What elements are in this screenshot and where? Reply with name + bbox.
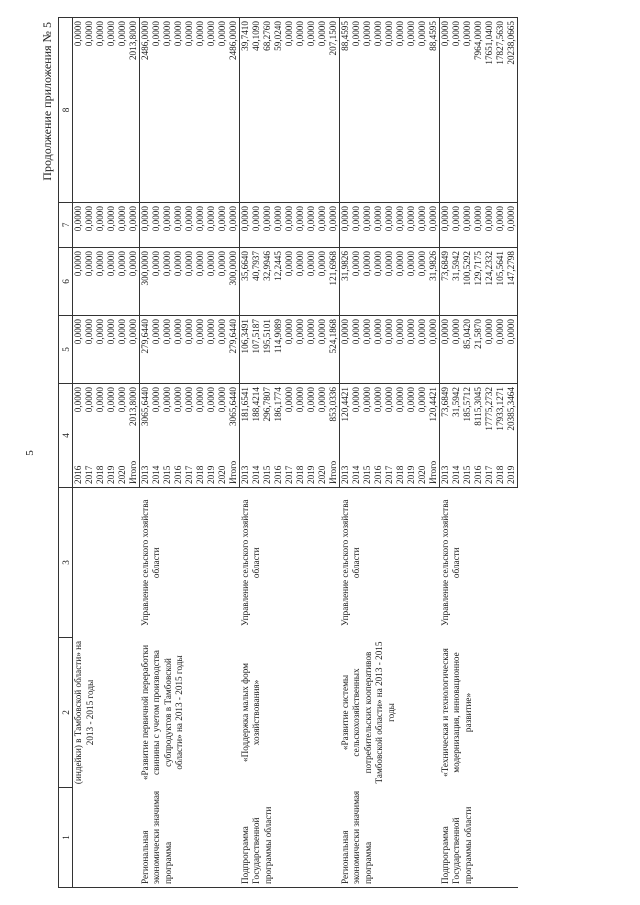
- value-cell-v4: 0,0000: [373, 384, 384, 452]
- value-cell-v5: 0,0000: [84, 316, 95, 384]
- header-col-8: 8: [59, 18, 73, 203]
- page-number: 5: [24, 450, 36, 456]
- value-cell-v6: 0,0000: [117, 248, 128, 316]
- year-cell: 2016: [273, 452, 284, 488]
- header-col-3: 3: [59, 488, 73, 638]
- value-cell-v6: 0,0000: [95, 248, 106, 316]
- table-row: [340, 18, 352, 888]
- value-cell-v4: 186,1774: [273, 384, 284, 452]
- value-cell-v5: 0,0000: [428, 316, 440, 384]
- value-cell-v7: 0,0000: [340, 203, 352, 248]
- value-cell-v8: 0,0000: [195, 18, 206, 203]
- value-cell-v4: 0,0000: [217, 384, 228, 452]
- value-cell-v4: 188,4214: [251, 384, 262, 452]
- program-name-cell: «Развитие системы сельскохозяйственных потребительских кооперативов Тамбовской области» на 2013 - 2015 годы: [339, 641, 396, 784]
- value-cell-v6: 129,7175: [473, 248, 484, 316]
- header-col-6: 6: [59, 248, 73, 316]
- value-cell-v6: 40,7937: [251, 248, 262, 316]
- year-cell: Итого: [228, 452, 240, 488]
- year-cell: 2017: [84, 452, 95, 488]
- value-cell-v7: 0,0000: [84, 203, 95, 248]
- value-cell-v8: 0,0000: [95, 18, 106, 203]
- year-cell: 2019: [306, 452, 317, 488]
- value-cell-v4: 3065,6440: [140, 384, 152, 452]
- program-name-cell: (индейки) в Тамбовской области» на 2013 - 2015 годы: [73, 640, 95, 785]
- value-cell-v4: 0,0000: [395, 384, 406, 452]
- year-cell: 2013: [240, 452, 252, 488]
- value-cell-v8: 0,0000: [184, 18, 195, 203]
- value-cell-v8: 0,0000: [406, 18, 417, 203]
- value-cell-v6: 0,0000: [173, 248, 184, 316]
- value-cell-v4: 0,0000: [406, 384, 417, 452]
- value-cell-v6: 0,0000: [184, 248, 195, 316]
- value-cell-v6: 0,0000: [306, 248, 317, 316]
- value-cell-v4: 0,0000: [84, 384, 95, 452]
- value-cell-v6: 105,5641: [495, 248, 506, 316]
- value-cell-v6: 0,0000: [106, 248, 117, 316]
- value-cell-v6: 0,0000: [284, 248, 295, 316]
- value-cell-v6: 100,5292: [462, 248, 473, 316]
- value-cell-v4: 0,0000: [73, 384, 85, 452]
- value-cell-v4: 31,5942: [451, 384, 462, 452]
- value-cell-v6: 31,9826: [428, 248, 440, 316]
- value-cell-v7: 0,0000: [128, 203, 140, 248]
- value-cell-v8: 0,0000: [306, 18, 317, 203]
- year-cell: 2016: [473, 452, 484, 488]
- value-cell-v8: 20238,0665: [506, 18, 518, 203]
- value-cell-v7: 0,0000: [240, 203, 252, 248]
- value-cell-v8: 0,0000: [73, 18, 85, 203]
- value-cell-v4: 0,0000: [295, 384, 306, 452]
- value-cell-v6: 31,5942: [451, 248, 462, 316]
- header-col-1: 1: [59, 788, 73, 888]
- value-cell-v6: 0,0000: [351, 248, 362, 316]
- year-cell: 2013: [340, 452, 352, 488]
- value-cell-v8: 0,0000: [417, 18, 428, 203]
- value-cell-v7: 0,0000: [95, 203, 106, 248]
- year-cell: 2017: [284, 452, 295, 488]
- value-cell-v8: 0,0000: [351, 18, 362, 203]
- value-cell-v5: 524,1868: [328, 316, 340, 384]
- table-row: [440, 18, 452, 888]
- value-cell-v7: 0,0000: [428, 203, 440, 248]
- value-cell-v8: 0,0000: [462, 18, 473, 203]
- value-cell-v4: 0,0000: [362, 384, 373, 452]
- value-cell-v4: 120,4421: [340, 384, 352, 452]
- table-row: [140, 18, 152, 888]
- year-cell: 2019: [406, 452, 417, 488]
- value-cell-v7: 0,0000: [184, 203, 195, 248]
- value-cell-v7: 0,0000: [206, 203, 217, 248]
- value-cell-v6: 0,0000: [128, 248, 140, 316]
- year-cell: 2015: [162, 452, 173, 488]
- year-cell: 2016: [373, 452, 384, 488]
- value-cell-v7: 0,0000: [295, 203, 306, 248]
- value-cell-v7: 0,0000: [440, 203, 452, 248]
- value-cell-v8: 17651,0400: [484, 18, 495, 203]
- value-cell-v4: 17775,2732: [484, 384, 495, 452]
- value-cell-v7: 0,0000: [251, 203, 262, 248]
- value-cell-v5: 0,0000: [417, 316, 428, 384]
- value-cell-v6: 0,0000: [73, 248, 85, 316]
- header-col-5: 5: [59, 316, 73, 384]
- year-cell: 2020: [217, 452, 228, 488]
- year-cell: 2018: [195, 452, 206, 488]
- value-cell-v6: 300,0000: [140, 248, 152, 316]
- year-cell: 2019: [106, 452, 117, 488]
- value-cell-v7: 0,0000: [462, 203, 473, 248]
- value-cell-v6: 32,9946: [262, 248, 273, 316]
- appendix-title: Продолжение приложения № 5: [40, 22, 54, 181]
- year-cell: 2020: [417, 452, 428, 488]
- value-cell-v4: 181,6541: [240, 384, 252, 452]
- header-col-4: 4: [59, 384, 73, 488]
- program-name-cell: «Техническая и технологическая модернизация, инновационное развитие»: [439, 648, 473, 777]
- value-cell-v4: 73,6849: [440, 384, 452, 452]
- value-cell-v5: 0,0000: [106, 316, 117, 384]
- value-cell-v5: 0,0000: [128, 316, 140, 384]
- value-cell-v7: 0,0000: [273, 203, 284, 248]
- value-cell-v4: 0,0000: [306, 384, 317, 452]
- value-cell-v8: 0,0000: [162, 18, 173, 203]
- value-cell-v5: 0,0000: [340, 316, 352, 384]
- value-cell-v6: 0,0000: [84, 248, 95, 316]
- value-cell-v7: 0,0000: [495, 203, 506, 248]
- value-cell-v7: 0,0000: [484, 203, 495, 248]
- value-cell-v5: 0,0000: [495, 316, 506, 384]
- value-cell-v7: 0,0000: [362, 203, 373, 248]
- value-cell-v4: 17933,1271: [495, 384, 506, 452]
- value-cell-v4: 3065,6440: [228, 384, 240, 452]
- table-row: [73, 18, 85, 888]
- value-cell-v5: 0,0000: [395, 316, 406, 384]
- value-cell-v6: 147,2798: [506, 248, 518, 316]
- value-cell-v7: 0,0000: [140, 203, 152, 248]
- year-cell: 2018: [295, 452, 306, 488]
- value-cell-v7: 0,0000: [317, 203, 328, 248]
- program-type-cell: [73, 788, 140, 888]
- value-cell-v4: 0,0000: [206, 384, 217, 452]
- value-cell-v8: 59,0240: [273, 18, 284, 203]
- value-cell-v5: 0,0000: [173, 316, 184, 384]
- value-cell-v4: 185,5712: [462, 384, 473, 452]
- value-cell-v4: 0,0000: [106, 384, 117, 452]
- value-cell-v8: 39,7410: [240, 18, 252, 203]
- value-cell-v4: 8115,3045: [473, 384, 484, 452]
- value-cell-v5: 0,0000: [184, 316, 195, 384]
- value-cell-v4: 0,0000: [162, 384, 173, 452]
- value-cell-v4: 0,0000: [117, 384, 128, 452]
- value-cell-v5: 279,6440: [140, 316, 152, 384]
- year-cell: 2015: [362, 452, 373, 488]
- table-body: [73, 18, 518, 888]
- value-cell-v7: 0,0000: [373, 203, 384, 248]
- value-cell-v8: 0,0000: [295, 18, 306, 203]
- value-cell-v6: 73,6849: [440, 248, 452, 316]
- value-cell-v5: 0,0000: [117, 316, 128, 384]
- year-cell: 2014: [351, 452, 362, 488]
- value-cell-v8: 88,4595: [428, 18, 440, 203]
- value-cell-v8: 0,0000: [117, 18, 128, 203]
- value-cell-v8: 0,0000: [451, 18, 462, 203]
- year-cell: Итого: [428, 452, 440, 488]
- value-cell-v6: 0,0000: [406, 248, 417, 316]
- value-cell-v4: 0,0000: [317, 384, 328, 452]
- value-cell-v5: 279,6440: [228, 316, 240, 384]
- value-cell-v5: 0,0000: [406, 316, 417, 384]
- value-cell-v7: 0,0000: [506, 203, 518, 248]
- value-cell-v4: 120,4421: [428, 384, 440, 452]
- value-cell-v4: 0,0000: [417, 384, 428, 452]
- value-cell-v5: 0,0000: [384, 316, 395, 384]
- value-cell-v5: 0,0000: [484, 316, 495, 384]
- value-cell-v8: 7964,0000: [473, 18, 484, 203]
- value-cell-v5: 106,3491: [240, 316, 252, 384]
- value-cell-v5: 0,0000: [73, 316, 85, 384]
- year-cell: 2013: [140, 452, 152, 488]
- value-cell-v6: 300,0000: [228, 248, 240, 316]
- value-cell-v5: 85,0420: [462, 316, 473, 384]
- year-cell: 2015: [462, 452, 473, 488]
- value-cell-v7: 0,0000: [384, 203, 395, 248]
- value-cell-v8: 0,0000: [395, 18, 406, 203]
- responsible-cell: Управление сельского хозяйства области: [139, 499, 161, 627]
- value-cell-v7: 0,0000: [406, 203, 417, 248]
- value-cell-v7: 0,0000: [473, 203, 484, 248]
- value-cell-v7: 0,0000: [151, 203, 162, 248]
- value-cell-v5: 0,0000: [317, 316, 328, 384]
- year-cell: 2020: [317, 452, 328, 488]
- year-cell: 2018: [395, 452, 406, 488]
- program-name-cell: «Поддержка малых форм хозяйствования»: [239, 663, 261, 762]
- value-cell-v6: 31,9826: [340, 248, 352, 316]
- year-cell: 2017: [384, 452, 395, 488]
- value-cell-v4: 296,7807: [262, 384, 273, 452]
- value-cell-v8: 40,1090: [251, 18, 262, 203]
- value-cell-v6: 0,0000: [362, 248, 373, 316]
- value-cell-v8: 0,0000: [317, 18, 328, 203]
- value-cell-v8: 0,0000: [217, 18, 228, 203]
- value-cell-v8: 0,0000: [373, 18, 384, 203]
- year-cell: 2018: [95, 452, 106, 488]
- year-cell: 2016: [173, 452, 184, 488]
- responsible-cell: Управление сельского хозяйства области: [439, 499, 461, 627]
- value-cell-v8: 2013,8000: [128, 18, 140, 203]
- value-cell-v8: 17827,5630: [495, 18, 506, 203]
- responsible-cell: [73, 488, 140, 638]
- value-cell-v6: 0,0000: [195, 248, 206, 316]
- program-type-cell: Региональная экономически значимая программа: [140, 788, 240, 888]
- program-type-cell: Подпрограмма Государственной программы области: [240, 788, 340, 888]
- value-cell-v7: 0,0000: [351, 203, 362, 248]
- value-cell-v4: 0,0000: [173, 384, 184, 452]
- value-cell-v4: 0,0000: [351, 384, 362, 452]
- value-cell-v8: 0,0000: [284, 18, 295, 203]
- value-cell-v8: 0,0000: [384, 18, 395, 203]
- value-cell-v6: 124,2332: [484, 248, 495, 316]
- value-cell-v8: 88,4595: [340, 18, 352, 203]
- value-cell-v7: 0,0000: [395, 203, 406, 248]
- year-cell: 2019: [506, 452, 518, 488]
- value-cell-v8: 68,2760: [262, 18, 273, 203]
- rotated-document-sheet: [20, 18, 620, 888]
- value-cell-v7: 0,0000: [195, 203, 206, 248]
- value-cell-v7: 0,0000: [328, 203, 340, 248]
- value-cell-v7: 0,0000: [306, 203, 317, 248]
- value-cell-v7: 0,0000: [162, 203, 173, 248]
- value-cell-v5: 0,0000: [162, 316, 173, 384]
- value-cell-v4: 0,0000: [95, 384, 106, 452]
- value-cell-v5: 0,0000: [306, 316, 317, 384]
- year-cell: 2017: [184, 452, 195, 488]
- value-cell-v5: 0,0000: [206, 316, 217, 384]
- value-cell-v4: 853,0336: [328, 384, 340, 452]
- year-cell: 2014: [451, 452, 462, 488]
- program-type-cell: Региональная экономически значимая программа: [340, 788, 440, 888]
- value-cell-v8: 0,0000: [106, 18, 117, 203]
- value-cell-v6: 0,0000: [295, 248, 306, 316]
- value-cell-v6: 12,2445: [273, 248, 284, 316]
- value-cell-v6: 0,0000: [217, 248, 228, 316]
- header-row: [59, 18, 73, 888]
- value-cell-v4: 20385,3464: [506, 384, 518, 452]
- value-cell-v7: 0,0000: [117, 203, 128, 248]
- value-cell-v4: 0,0000: [384, 384, 395, 452]
- responsible-cell: Управление сельского хозяйства области: [339, 499, 361, 627]
- value-cell-v5: 0,0000: [284, 316, 295, 384]
- value-cell-v8: 0,0000: [151, 18, 162, 203]
- value-cell-v8: 0,0000: [173, 18, 184, 203]
- value-cell-v7: 0,0000: [106, 203, 117, 248]
- header-col-2: 2: [59, 638, 73, 788]
- table-row: [240, 18, 252, 888]
- value-cell-v6: 0,0000: [151, 248, 162, 316]
- program-name-cell: «Развитие первичной переработки свинины с учетом производства субпродуктов в Тамбовской области» на 2013 - 2015 годы: [139, 644, 184, 781]
- value-cell-v6: 0,0000: [206, 248, 217, 316]
- year-cell: 2016: [73, 452, 85, 488]
- value-cell-v6: 35,6640: [240, 248, 252, 316]
- value-cell-v7: 0,0000: [228, 203, 240, 248]
- year-cell: 2020: [117, 452, 128, 488]
- value-cell-v8: 2486,0000: [140, 18, 152, 203]
- year-cell: 2014: [251, 452, 262, 488]
- value-cell-v4: 0,0000: [195, 384, 206, 452]
- value-cell-v7: 0,0000: [417, 203, 428, 248]
- value-cell-v4: 0,0000: [151, 384, 162, 452]
- value-cell-v7: 0,0000: [73, 203, 85, 248]
- year-cell: 2013: [440, 452, 452, 488]
- value-cell-v5: 107,5187: [251, 316, 262, 384]
- year-cell: 2015: [262, 452, 273, 488]
- year-cell: 2019: [206, 452, 217, 488]
- value-cell-v5: 0,0000: [440, 316, 452, 384]
- value-cell-v7: 0,0000: [284, 203, 295, 248]
- value-cell-v5: 21,5870: [473, 316, 484, 384]
- year-cell: Итого: [128, 452, 140, 488]
- value-cell-v7: 0,0000: [262, 203, 273, 248]
- program-type-cell: Подпрограмма Государственной программы области: [440, 788, 518, 888]
- value-cell-v6: 0,0000: [317, 248, 328, 316]
- value-cell-v5: 0,0000: [451, 316, 462, 384]
- value-cell-v7: 0,0000: [173, 203, 184, 248]
- value-cell-v5: 0,0000: [351, 316, 362, 384]
- value-cell-v8: 0,0000: [440, 18, 452, 203]
- value-cell-v4: 2013,8000: [128, 384, 140, 452]
- value-cell-v5: 0,0000: [506, 316, 518, 384]
- value-cell-v7: 0,0000: [451, 203, 462, 248]
- value-cell-v5: 0,0000: [217, 316, 228, 384]
- value-cell-v8: 0,0000: [362, 18, 373, 203]
- value-cell-v5: 0,0000: [373, 316, 384, 384]
- responsible-cell: Управление сельского хозяйства области: [239, 499, 261, 627]
- value-cell-v6: 121,6968: [328, 248, 340, 316]
- year-cell: 2014: [151, 452, 162, 488]
- value-cell-v6: 0,0000: [395, 248, 406, 316]
- value-cell-v6: 0,0000: [162, 248, 173, 316]
- value-cell-v6: 0,0000: [417, 248, 428, 316]
- budget-table: [58, 17, 518, 888]
- year-cell: Итого: [328, 452, 340, 488]
- value-cell-v5: 114,9089: [273, 316, 284, 384]
- value-cell-v5: 0,0000: [295, 316, 306, 384]
- value-cell-v6: 0,0000: [373, 248, 384, 316]
- value-cell-v5: 195,5101: [262, 316, 273, 384]
- value-cell-v5: 0,0000: [362, 316, 373, 384]
- value-cell-v7: 0,0000: [217, 203, 228, 248]
- value-cell-v4: 0,0000: [284, 384, 295, 452]
- value-cell-v8: 2486,0000: [228, 18, 240, 203]
- year-cell: 2017: [484, 452, 495, 488]
- value-cell-v8: 0,0000: [84, 18, 95, 203]
- value-cell-v5: 0,0000: [95, 316, 106, 384]
- header-col-7: 7: [59, 203, 73, 248]
- value-cell-v4: 0,0000: [184, 384, 195, 452]
- year-cell: 2018: [495, 452, 506, 488]
- value-cell-v6: 0,0000: [384, 248, 395, 316]
- value-cell-v8: 0,0000: [206, 18, 217, 203]
- value-cell-v5: 0,0000: [151, 316, 162, 384]
- value-cell-v8: 207,1500: [328, 18, 340, 203]
- value-cell-v5: 0,0000: [195, 316, 206, 384]
